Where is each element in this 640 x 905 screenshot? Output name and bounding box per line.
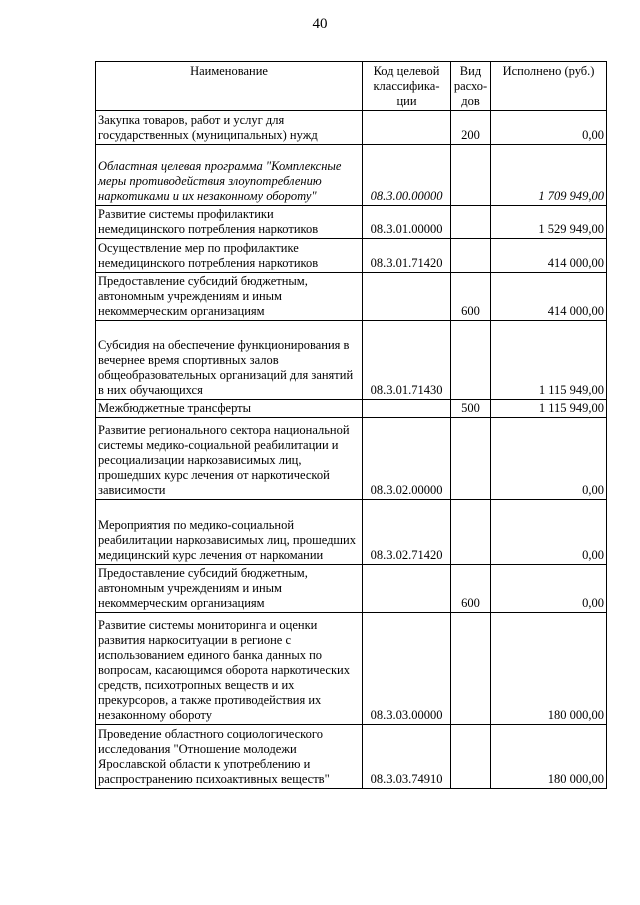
row-name: Развитие регионального сектора национальной системы медико-социальной реабилитации и ресоциализации наркозависимых лиц, прошедших курс лечения от наркотической зависимости [96,418,363,500]
table-row [96,206,607,239]
row-code: 08.3.00.00000 [363,145,451,206]
row-amount: 180 000,00 [491,613,607,725]
table-row [96,500,607,565]
row-amount: 1 529 949,00 [491,206,607,239]
table-row [96,613,607,725]
row-amount: 1 709 949,00 [491,145,607,206]
row-name: Осуществление мер по профилактике немедицинского потребления наркотиков [96,239,363,273]
row-amount: 0,00 [491,565,607,613]
budget-table [95,61,607,789]
row-code: 08.3.01.71430 [363,321,451,400]
row-kind: 500 [451,400,491,418]
table-row [96,111,607,145]
row-code: 08.3.01.71420 [363,239,451,273]
table-row [96,400,607,418]
row-kind [451,321,491,400]
row-amount: 414 000,00 [491,273,607,321]
row-code: 08.3.02.71420 [363,500,451,565]
row-kind: 600 [451,273,491,321]
row-code: 08.3.03.00000 [363,613,451,725]
row-code: 08.3.02.00000 [363,418,451,500]
row-code [363,273,451,321]
row-name: Мероприятия по медико-социальной реабилитации наркозависимых лиц, прошедших медицинский курс лечения от наркомании [96,500,363,565]
row-amount: 1 115 949,00 [491,400,607,418]
row-amount: 414 000,00 [491,239,607,273]
row-name: Проведение областного социологического исследования "Отношение молодежи Ярославской области к употреблению и распространению психоактивных веществ" [96,725,363,789]
table-row [96,321,607,400]
row-amount: 0,00 [491,418,607,500]
table-row [96,565,607,613]
row-kind: 200 [451,111,491,145]
row-code [363,565,451,613]
row-code: 08.3.01.00000 [363,206,451,239]
row-name: Предоставление субсидий бюджетным, автономным учреждениям и иным некоммерческим организациям [96,565,363,613]
row-name: Закупка товаров, работ и услуг для государственных (муниципальных) нужд [96,111,363,145]
row-kind [451,418,491,500]
row-amount: 0,00 [491,500,607,565]
row-code [363,111,451,145]
row-amount: 1 115 949,00 [491,321,607,400]
row-code [363,400,451,418]
table-row [96,273,607,321]
row-code: 08.3.03.74910 [363,725,451,789]
row-kind [451,725,491,789]
row-kind [451,239,491,273]
row-kind [451,500,491,565]
row-kind [451,145,491,206]
header-name: Наименование [96,62,363,111]
header-kind: Вид расхо-дов [451,62,491,111]
row-name: Предоставление субсидий бюджетным, автономным учреждениям и иным некоммерческим организациям [96,273,363,321]
row-name: Межбюджетные трансферты [96,400,363,418]
row-name: Развитие системы профилактики немедицинского потребления наркотиков [96,206,363,239]
header-amount: Исполнено (руб.) [491,62,607,111]
table-row [96,239,607,273]
row-name: Субсидия на обеспечение функционирования в вечернее время спортивных залов общеобразовательных организаций для занятий в них обучающихся [96,321,363,400]
table-body [96,111,607,789]
table-row [96,725,607,789]
table-header-row [96,62,607,111]
row-amount: 0,00 [491,111,607,145]
row-kind: 600 [451,565,491,613]
table-row [96,145,607,206]
table-row [96,418,607,500]
header-code: Код целевой классифика-ции [363,62,451,111]
row-name: Областная целевая программа "Комплексные меры противодействия злоупотреблению наркотиками и их незаконному обороту" [96,145,363,206]
row-kind [451,206,491,239]
row-kind [451,613,491,725]
row-name: Развитие системы мониторинга и оценки развития наркоситуации в регионе с использованием единого банка данных по вопросам, касающимся оборота наркотических средств, психотропных веществ и их прекурсоров, а также противодействия их незаконному обороту [96,613,363,725]
page-number: 40 [312,16,328,32]
row-amount: 180 000,00 [491,725,607,789]
